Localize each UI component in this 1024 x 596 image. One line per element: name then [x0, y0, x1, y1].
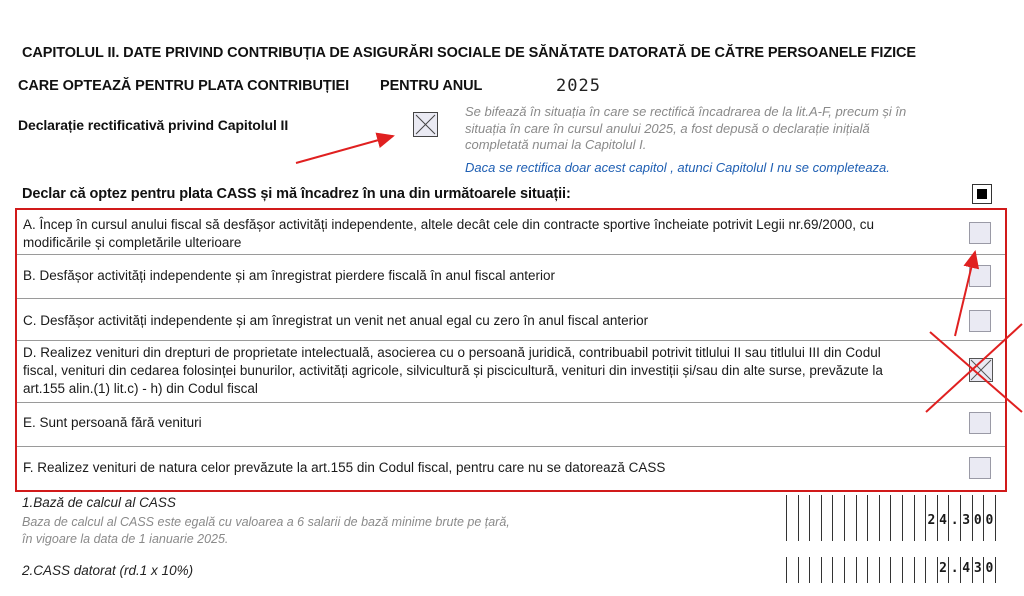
- digit-cell: [845, 557, 857, 583]
- baza-note-line: Baza de calcul al CASS este egală cu valoarea a 6 salarii de bază minime brute pe țară,: [22, 515, 510, 529]
- digit-cell: [903, 495, 915, 541]
- digit-cell: 2: [926, 495, 938, 541]
- digit-cell: [833, 495, 845, 541]
- rectificativa-note-line: Se bifează în situația în care se rectifică încadrarea de la lit.A-F, precum și în: [465, 104, 907, 119]
- digit-cell: 4: [961, 557, 973, 583]
- digit-cell: [903, 557, 915, 583]
- digit-cell: [857, 557, 869, 583]
- digit-cell: .: [949, 495, 961, 541]
- rectificativa-note-blue: Daca se rectifica doar acest capitol , atunci Capitolul I nu se completeaza.: [465, 160, 890, 175]
- digit-cell: [799, 557, 811, 583]
- rectificativa-note-line: situația în care în cursul anului 2025, a fost depusă o declarație inițială: [465, 120, 870, 136]
- digit-cell: [787, 495, 799, 541]
- digit-cell: [787, 557, 799, 583]
- situation-text: C. Desfășor activități independente și am înregistrat un venit net anual egal cu zero în anul fiscal anterior: [23, 313, 649, 328]
- arrow-to-rectificativa-icon: [296, 136, 393, 163]
- digit-cell: [822, 495, 834, 541]
- rectificativa-note-line: completată numai la Capitolul I.: [465, 137, 647, 152]
- digit-cell: [891, 495, 903, 541]
- digit-cell: 2: [938, 557, 950, 583]
- chapter-title-line1: CAPITOLUL II. DATE PRIVIND CONTRIBUȚIA DE ASIGURĂRI SOCIALE DE SĂNĂTATE DATORATĂ DE CĂTRE PERSOANELE FIZICE: [22, 45, 916, 61]
- digit-cell: [868, 495, 880, 541]
- baza-label: 1.Bază de calcul al CASS: [22, 495, 176, 510]
- situation-text: F. Realizez venituri de natura celor prevăzute la art.155 din Codul fiscal, pentru care nu se datorează CASS: [23, 460, 666, 475]
- situation-text: E. Sunt persoană fără venituri: [23, 415, 202, 430]
- baza-value-cells[interactable]: [786, 495, 996, 541]
- chapter-title-year-label: PENTRU ANUL: [380, 78, 483, 94]
- situation-text: B. Desfășor activități independente și am înregistrat pierdere fiscală în anul fiscal anterior: [23, 268, 556, 283]
- digit-cell: 0: [984, 495, 996, 541]
- digit-cell: [915, 557, 927, 583]
- digit-cell: .: [949, 557, 961, 583]
- year-value: 2025: [556, 76, 601, 96]
- cass-label: 2.CASS datorat (rd.1 x 10%): [22, 563, 194, 578]
- digit-cell: 0: [973, 495, 985, 541]
- baza-note: [22, 514, 510, 547]
- situation-text: A. Încep în cursul anului fiscal să desfășor activități independente, altele decât cele din contracte sportive încheiate potrivit Legii nr.69/2000, cu: [23, 217, 875, 232]
- rectificativa-label: Declarație rectificativă privind Capitolul II: [18, 117, 289, 133]
- digit-cell: [799, 495, 811, 541]
- digit-cell: [891, 557, 903, 583]
- option-label: Declar că optez pentru plata CASS și mă încadrez în una din următoarele situații:: [22, 186, 571, 202]
- digit-cell: [822, 557, 834, 583]
- situation-text: art.155 alin.(1) lit.c) - h) din Codul fiscal: [23, 381, 258, 396]
- digit-cell: [868, 557, 880, 583]
- digit-cell: [926, 557, 938, 583]
- situation-text: D. Realizez venituri din drepturi de proprietate intelectuală, asocierea cu o persoană juridică, contribuabil potrivit titlului II sau titlului III din Codul: [23, 345, 881, 360]
- digit-cell: 3: [973, 557, 985, 583]
- digit-cell: [833, 557, 845, 583]
- cross-out-line-icon: [930, 332, 1022, 412]
- situation-text: modificările și completările ulterioare: [23, 235, 242, 250]
- digit-cell: [857, 495, 869, 541]
- digit-cell: [810, 557, 822, 583]
- arrow-to-situation-a-icon: [955, 252, 975, 336]
- digit-cell: 4: [938, 495, 950, 541]
- baza-note-line: în vigoare la data de 1 ianuarie 2025.: [22, 531, 229, 546]
- digit-cell: [810, 495, 822, 541]
- digit-cell: [880, 557, 892, 583]
- cass-value-cells[interactable]: [786, 557, 996, 583]
- digit-cell: [880, 495, 892, 541]
- digit-cell: 3: [961, 495, 973, 541]
- digit-cell: [915, 495, 927, 541]
- chapter-title-line2: CARE OPTEAZĂ PENTRU PLATA CONTRIBUȚIEI: [18, 78, 350, 94]
- digit-cell: [845, 495, 857, 541]
- digit-cell: 0: [984, 557, 996, 583]
- situation-text: fiscal, venituri din cedarea folosinței bunurilor, activități agricole, silvicultură și piscicultură, venituri din investiții și/sau din alte surse, prevăzute la: [23, 363, 883, 378]
